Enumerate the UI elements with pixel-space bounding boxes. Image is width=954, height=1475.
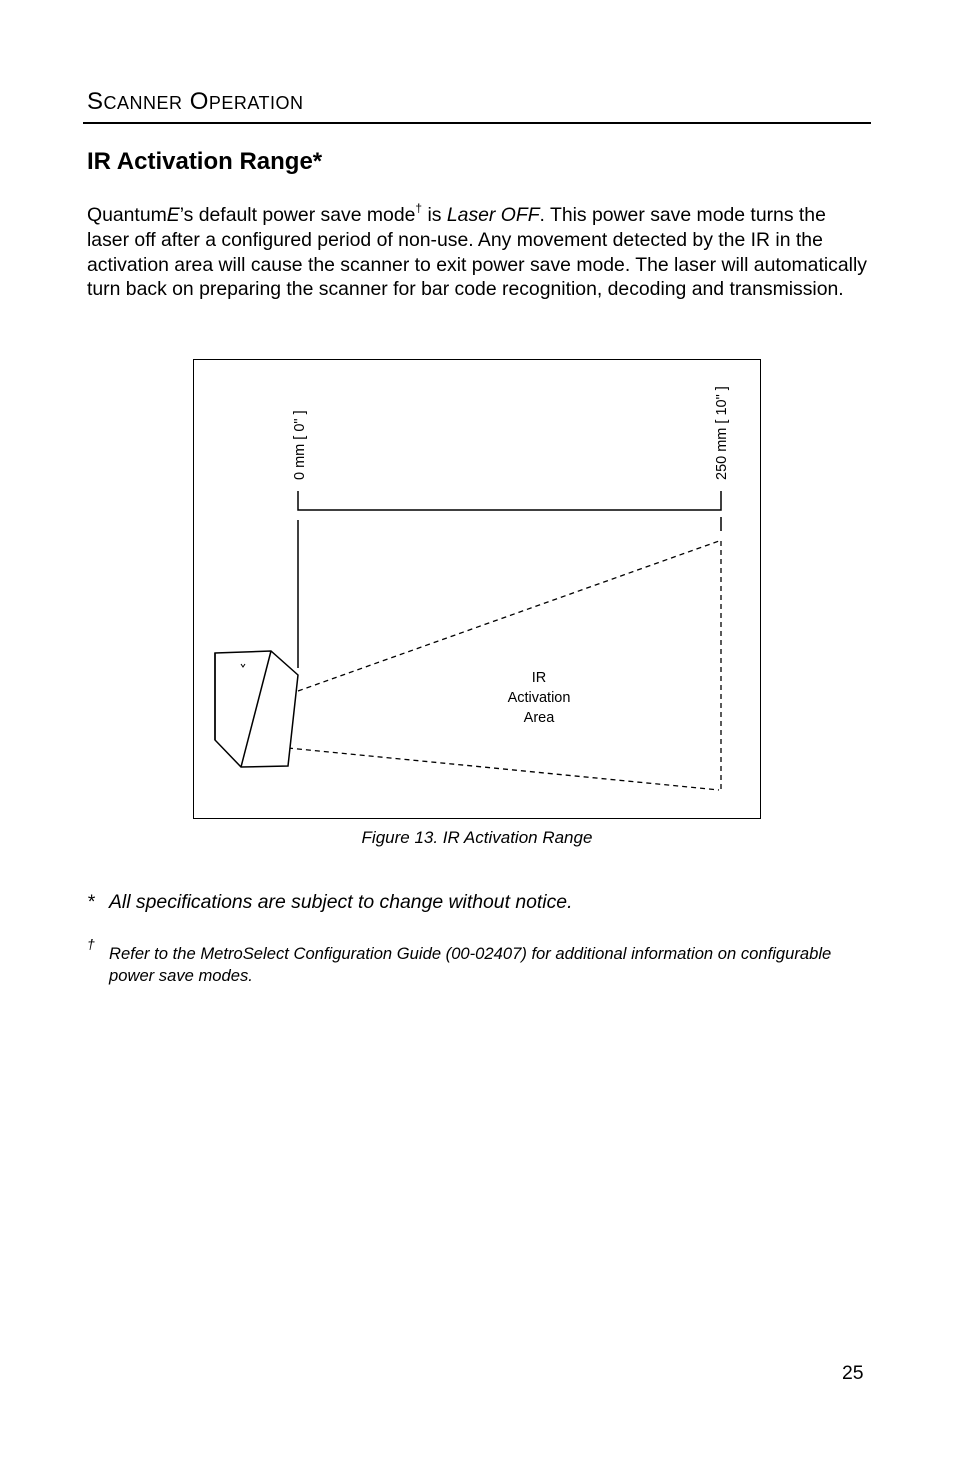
- label-250mm: 250 mm [ 10" ]: [714, 386, 730, 480]
- footnote-dagger-text: Refer to the MetroSelect Configuration Guide (00-02407) for additional information on configurable power save modes.: [109, 944, 832, 985]
- dagger-reference: †: [415, 200, 423, 215]
- field-lower-edge: [288, 748, 719, 790]
- running-header-rest-1: CANNER: [103, 93, 183, 113]
- running-header-rest-2: PERATION: [208, 93, 304, 113]
- footnote-dagger-mark: †: [87, 936, 95, 952]
- footnote-asterisk: *: [87, 891, 95, 913]
- running-header-initial-1: S: [87, 88, 104, 115]
- area-label-line2: Activation: [507, 690, 571, 706]
- footnote-specifications: [87, 891, 572, 914]
- page-number: 25: [842, 1362, 864, 1384]
- header-divider: [83, 122, 871, 124]
- area-label-line3: Area: [523, 710, 555, 726]
- ir-range-diagram: [194, 360, 762, 820]
- paragraph-italic-laser-off: Laser OFF: [446, 204, 540, 226]
- paragraph-text-1: Quantum: [87, 204, 167, 226]
- paragraph-text-2: ’s default power save mode: [179, 204, 416, 226]
- paragraph-text-4: . This power save mode turns the laser off after a configured period of non-use. Any movement detected by the IR in the activation area will cause the scanner to exit power save mode. The laser will automatically turn back on preparing the scanner for bar code recognition, decoding and transmission.: [87, 204, 867, 301]
- running-header-initial-2: O: [189, 88, 209, 115]
- figure-ir-activation-range: [193, 359, 761, 819]
- paragraph-text-3: is: [422, 204, 447, 226]
- paragraph-italic-e: E: [166, 204, 180, 226]
- figure-caption: Figure 13. IR Activation Range: [361, 828, 593, 847]
- field-upper-edge: [298, 541, 719, 691]
- footnote-spec-text: All specifications are subject to change without notice.: [109, 891, 573, 913]
- running-header: [87, 88, 304, 116]
- scanner-icon: [215, 651, 298, 767]
- dimension-bracket: [298, 491, 721, 510]
- area-label-line1: IR: [531, 670, 547, 686]
- section-title: IR Activation Range*: [87, 148, 323, 175]
- label-0mm: 0 mm [ 0" ]: [292, 410, 308, 480]
- body-paragraph: [87, 200, 867, 302]
